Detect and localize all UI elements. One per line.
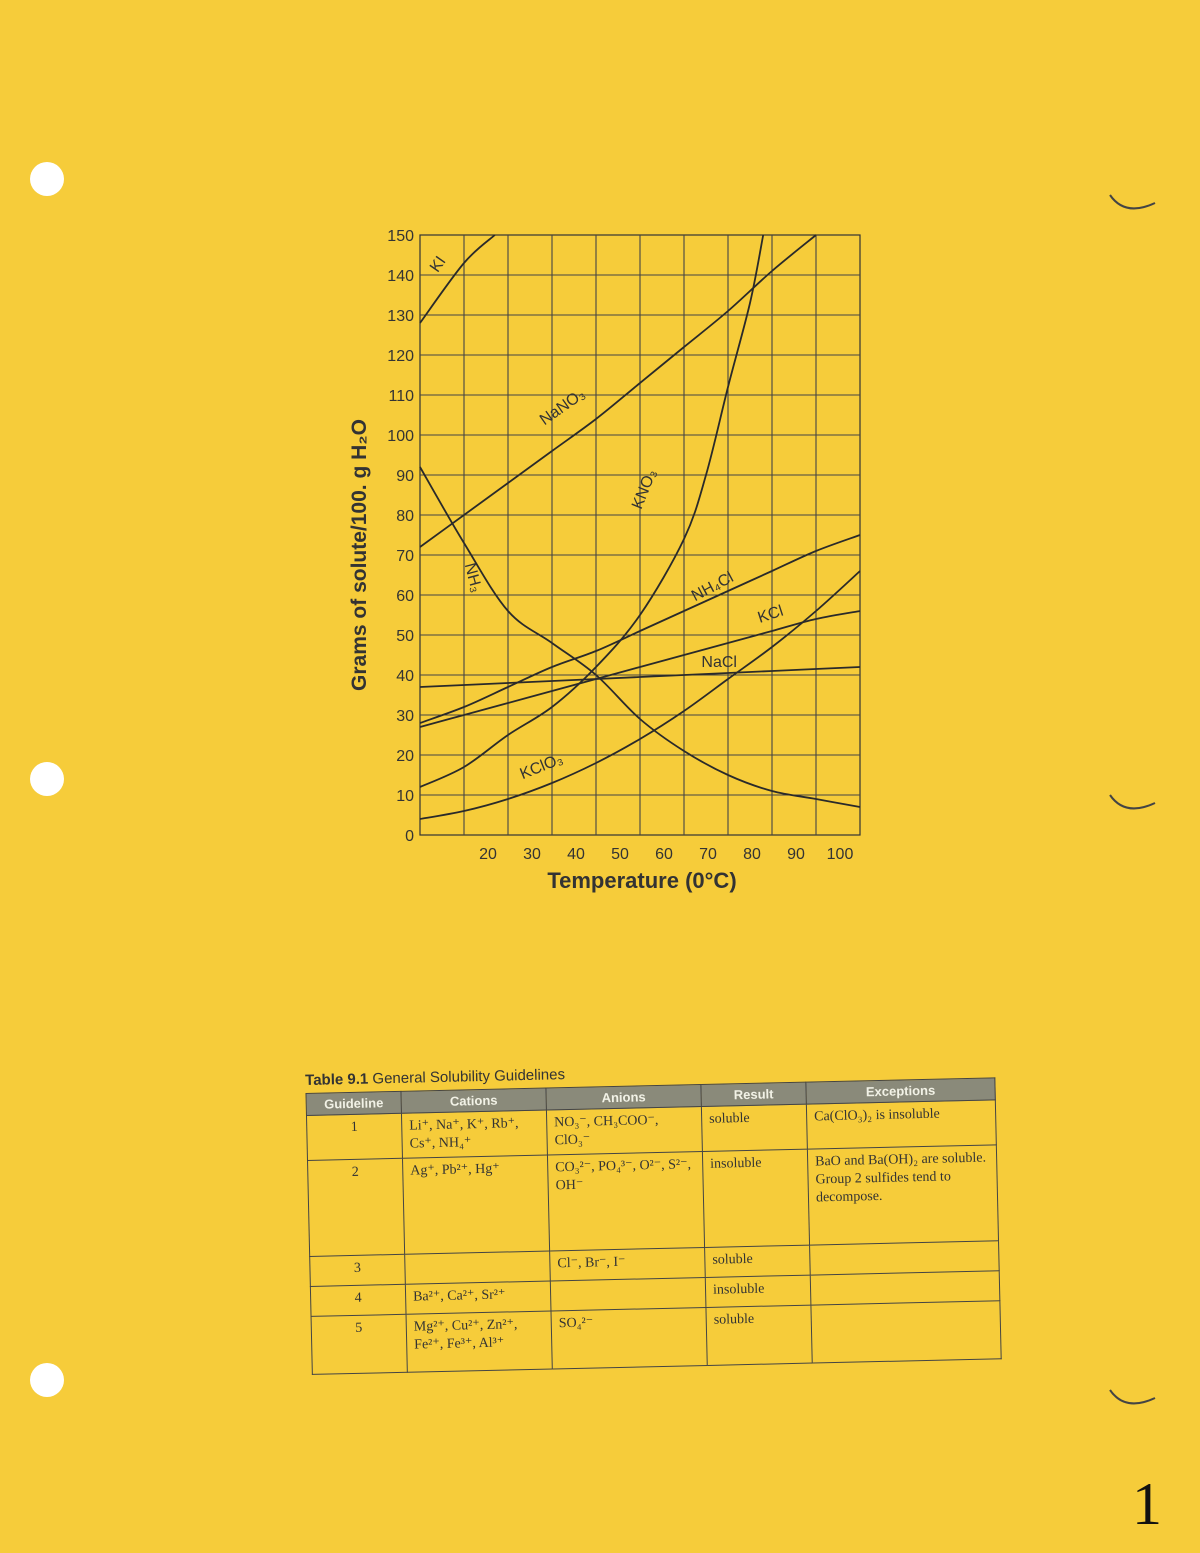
header-cations: Cations xyxy=(401,1088,546,1113)
y-tick-label: 110 xyxy=(388,388,414,405)
x-tick-label: 20 xyxy=(479,846,497,863)
y-tick-label: 130 xyxy=(387,308,414,325)
cell-cations: Li⁺, Na⁺, K⁺, Rb⁺, Cs⁺, NH₄⁺ xyxy=(401,1110,547,1158)
cell-guideline: 4 xyxy=(310,1284,406,1316)
cell-cations xyxy=(405,1251,551,1284)
cell-guideline: 5 xyxy=(311,1314,407,1374)
x-tick-label: 40 xyxy=(567,846,585,863)
y-tick-label: 70 xyxy=(396,548,414,565)
x-tick-label: 60 xyxy=(655,846,673,863)
cell-result: soluble xyxy=(705,1245,811,1277)
cell-exceptions: Ca(ClO₃)₂ is insoluble xyxy=(806,1100,996,1149)
x-tick-label: 80 xyxy=(743,846,761,863)
cell-anions: SO₄²⁻ xyxy=(551,1307,707,1369)
header-result: Result xyxy=(701,1082,806,1106)
y-tick-label: 80 xyxy=(396,508,414,525)
y-tick-label: 0 xyxy=(405,828,414,845)
series-line-0 xyxy=(420,235,495,323)
cell-exceptions: BaO and Ba(OH)₂ are soluble. Group 2 sulfides tend to decompose. xyxy=(807,1145,998,1245)
y-tick-label: 20 xyxy=(396,748,414,765)
edge-curl-middle xyxy=(1105,785,1165,825)
binder-hole-top xyxy=(30,162,64,196)
y-tick-label: 50 xyxy=(396,628,414,645)
cell-cations: Ag⁺, Pb²⁺, Hg⁺ xyxy=(402,1155,549,1254)
cell-exceptions xyxy=(811,1301,1001,1363)
y-tick-label: 10 xyxy=(396,788,414,805)
y-tick-label: 100 xyxy=(387,428,414,445)
cell-result: insoluble xyxy=(702,1149,809,1247)
x-axis-label: Temperature (0°C) xyxy=(547,868,737,893)
cell-guideline: 3 xyxy=(310,1254,406,1286)
chart-series-labels xyxy=(427,253,785,783)
cell-exceptions xyxy=(810,1271,1000,1305)
series-label: KClO₃ xyxy=(517,750,566,784)
solubility-guidelines-table xyxy=(305,1077,1001,1375)
x-tick-label: 30 xyxy=(523,846,541,863)
solubility-table-section xyxy=(305,1056,1002,1375)
x-tick-label: 70 xyxy=(699,846,717,863)
cell-cations: Mg²⁺, Cu²⁺, Zn²⁺, Fe²⁺, Fe³⁺, Al³⁺ xyxy=(406,1311,552,1372)
y-tick-label: 150 xyxy=(387,228,414,245)
series-line-1 xyxy=(420,235,816,547)
series-label: NH₄Cl xyxy=(688,569,737,606)
binder-hole-bottom xyxy=(30,1363,64,1397)
cell-cations: Ba²⁺, Ca²⁺, Sr²⁺ xyxy=(405,1281,551,1314)
series-label: KNO₃ xyxy=(629,467,661,512)
y-tick-label: 120 xyxy=(387,348,414,365)
edge-curl-top xyxy=(1105,185,1165,225)
y-tick-label: 60 xyxy=(396,588,414,605)
y-tick-label: 140 xyxy=(387,268,414,285)
header-exceptions: Exceptions xyxy=(806,1078,995,1104)
binder-hole-middle xyxy=(30,762,64,796)
y-tick-label: 90 xyxy=(396,468,414,485)
cell-result: insoluble xyxy=(705,1275,811,1307)
cell-anions: CO₃²⁻, PO₄³⁻, O²⁻, S²⁻, OH⁻ xyxy=(547,1152,704,1251)
table-title-text: General Solubility Guidelines xyxy=(368,1066,566,1088)
header-guideline: Guideline xyxy=(306,1091,401,1115)
chart-ticks xyxy=(387,228,853,863)
cell-anions xyxy=(550,1277,706,1311)
table-row xyxy=(308,1145,999,1257)
header-anions: Anions xyxy=(546,1085,701,1111)
series-label: NaNO₃ xyxy=(536,385,589,429)
solubility-curve-chart xyxy=(330,220,890,910)
cell-guideline: 1 xyxy=(306,1113,402,1160)
x-tick-label: 100 xyxy=(826,846,854,863)
cell-exceptions xyxy=(810,1241,1000,1275)
x-tick-label: 50 xyxy=(611,846,629,863)
chart-grid xyxy=(420,235,860,835)
series-label: KCl xyxy=(755,602,786,627)
y-tick-label: 40 xyxy=(396,668,414,685)
cell-anions: NO₃⁻, CH₃COO⁻, ClO₃⁻ xyxy=(546,1107,702,1156)
cell-guideline: 2 xyxy=(308,1158,405,1256)
series-label: NH₃ xyxy=(460,561,485,595)
series-label: NaCl xyxy=(701,654,737,671)
cell-result: soluble xyxy=(701,1104,807,1151)
y-axis-label: Grams of solute/100. g H₂O xyxy=(348,419,371,691)
x-tick-label: 90 xyxy=(787,846,805,863)
series-label: KI xyxy=(427,253,450,276)
table-title-number: Table 9.1 xyxy=(305,1070,369,1089)
edge-curl-bottom xyxy=(1105,1380,1165,1420)
page-number: 1 xyxy=(1132,1471,1162,1537)
y-tick-label: 30 xyxy=(396,708,414,725)
cell-result: soluble xyxy=(706,1305,812,1365)
cell-anions: Cl⁻, Br⁻, I⁻ xyxy=(550,1247,706,1281)
